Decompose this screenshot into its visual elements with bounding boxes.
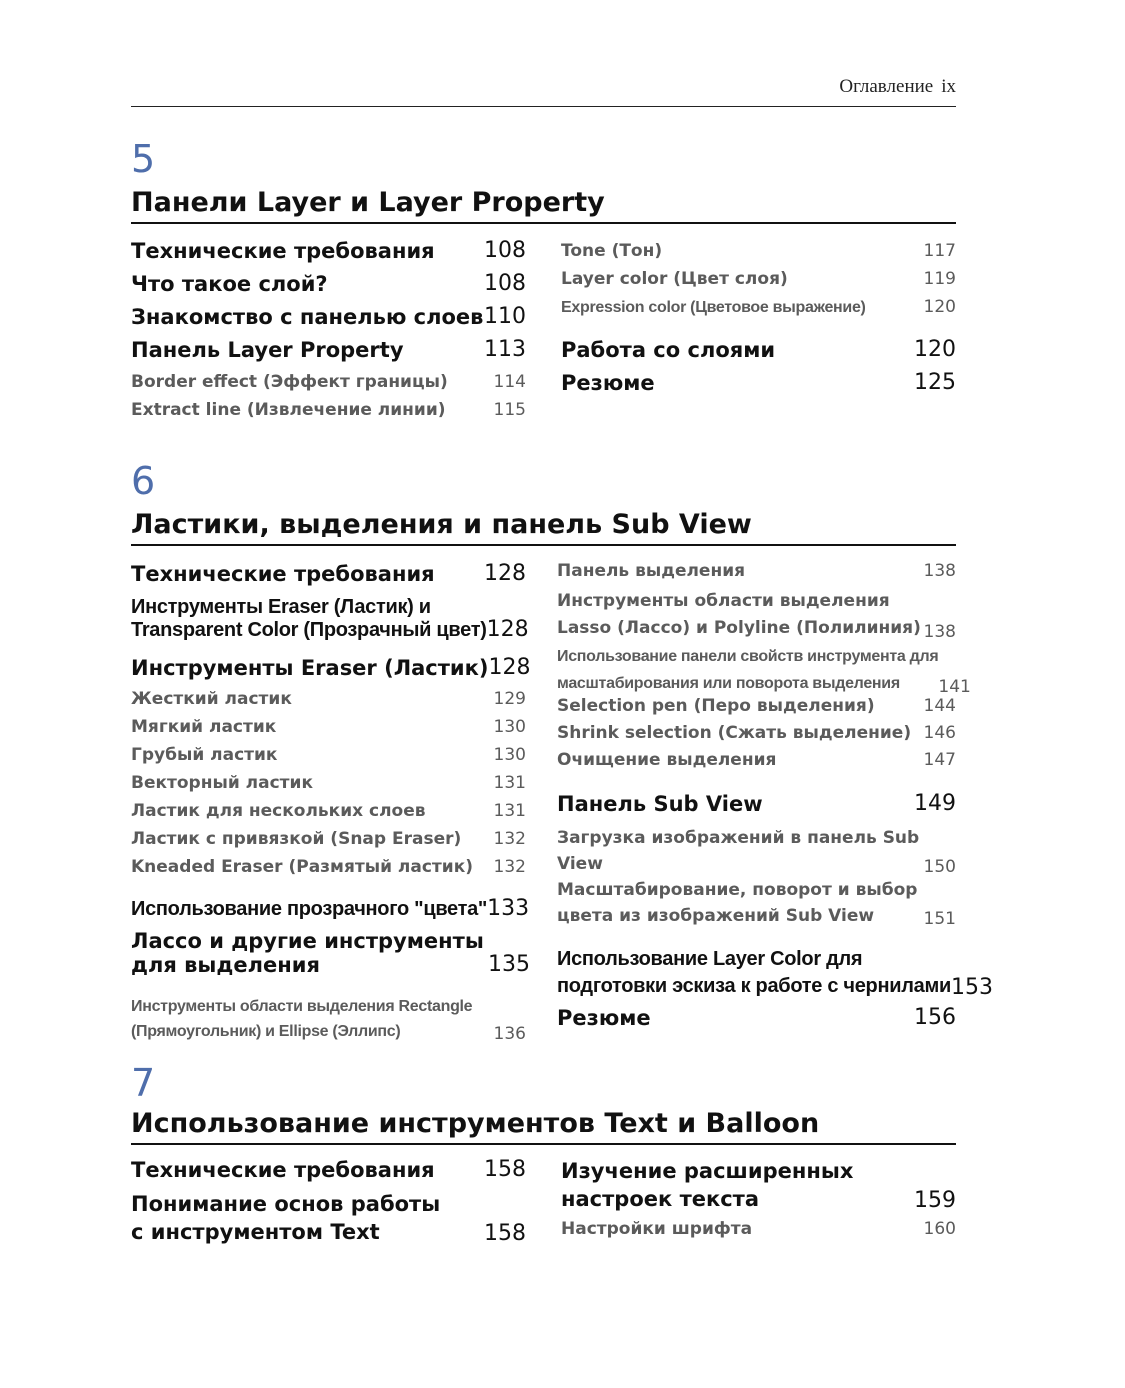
toc-entry-title: Shrink selection (Сжать выделение) — [557, 723, 912, 743]
toc-entry-title: Векторный ластик — [131, 773, 313, 793]
toc-page-number: 159 — [914, 1188, 956, 1213]
toc-title-line: Инструменты области выделения — [557, 591, 890, 611]
toc-entry-title: Ластик с привязкой (Snap Eraser) — [131, 829, 462, 849]
toc-entry-title: Знакомство с панелью слоев — [131, 305, 484, 329]
toc-entry[interactable] — [131, 304, 526, 329]
toc-title-line: Изучение расширенных — [561, 1159, 854, 1183]
toc-entry-title: Очищение выделения — [557, 750, 777, 770]
chapter-6-heading — [131, 459, 956, 546]
toc-entry-title — [131, 596, 487, 642]
toc-page-number: 125 — [914, 370, 956, 395]
toc-subentry[interactable] — [131, 829, 526, 849]
toc-entry-title — [131, 929, 488, 977]
header-section: Оглавление — [839, 76, 934, 97]
toc-entry[interactable] — [131, 1190, 526, 1246]
toc-entry-title: Жесткий ластик — [131, 689, 292, 709]
toc-page-number: 153 — [950, 975, 993, 1000]
toc-entry-title: Border effect (Эффект границы) — [131, 372, 448, 392]
header-page-number: ix — [941, 76, 956, 97]
toc-page-number: 133 — [487, 896, 530, 921]
toc-subentry[interactable] — [557, 750, 956, 770]
toc-entry-title: Инструменты Eraser (Ластик) — [131, 656, 489, 680]
toc-subentry[interactable] — [557, 723, 956, 743]
chapter-title: Использование инструментов Text и Balloon — [131, 1108, 956, 1145]
toc-entry[interactable] — [561, 1157, 956, 1213]
toc-page-number: 120 — [923, 297, 956, 317]
chapter-title: Панели Layer и Layer Property — [131, 187, 956, 224]
toc-entry[interactable] — [131, 337, 526, 362]
toc-entry[interactable] — [131, 238, 526, 263]
toc-entry[interactable] — [131, 929, 530, 977]
toc-page-number: 114 — [493, 372, 526, 392]
toc-entry[interactable] — [131, 896, 530, 921]
toc-entry-title: Что такое слой? — [131, 272, 328, 296]
toc-page-number: 138 — [923, 622, 956, 642]
toc-title-line: Lasso (Лассо) и Polyline (Полилиния) — [557, 618, 921, 638]
toc-page-number: 108 — [484, 271, 526, 296]
toc-title-line: View — [557, 854, 603, 874]
toc-entry-title — [561, 1157, 914, 1213]
toc-page-number: 158 — [484, 1221, 526, 1246]
toc-title-line: Масштабирование, поворот и выбор — [557, 880, 918, 900]
chapter-number: 7 — [131, 1061, 156, 1105]
toc-title-line: настроек текста — [561, 1187, 760, 1211]
chapter-number: 5 — [131, 137, 156, 181]
toc-entry[interactable] — [557, 946, 993, 1000]
toc-entry[interactable] — [557, 791, 956, 816]
toc-subentry[interactable] — [131, 717, 526, 737]
toc-subentry[interactable] — [561, 241, 956, 261]
toc-subentry[interactable] — [561, 269, 956, 289]
toc-subentry[interactable] — [557, 561, 956, 581]
toc-page-number: 117 — [923, 241, 956, 261]
toc-page-number: 130 — [493, 717, 526, 737]
toc-page-number: 160 — [923, 1219, 956, 1239]
toc-entry-title: Layer color (Цвет слоя) — [561, 269, 788, 289]
toc-entry[interactable] — [557, 1005, 956, 1030]
toc-subentry[interactable] — [131, 857, 526, 877]
toc-entry-title: Технические требования — [131, 239, 435, 263]
toc-entry-title: Технические требования — [131, 1158, 435, 1182]
toc-page-number: 128 — [488, 655, 531, 680]
toc-title-line: Использование Layer Color для — [557, 948, 863, 970]
toc-entry[interactable] — [131, 561, 526, 586]
toc-subentry[interactable] — [557, 588, 956, 642]
toc-entry[interactable] — [131, 596, 529, 642]
toc-entry-title — [557, 825, 924, 877]
toc-title-line: Инструменты Eraser (Ластик) и — [131, 596, 431, 618]
chapter-number: 6 — [131, 459, 156, 503]
toc-subentry[interactable] — [557, 877, 956, 929]
toc-subentry[interactable] — [131, 400, 526, 420]
running-header — [131, 76, 956, 98]
toc-entry-title: Tone (Тон) — [561, 241, 663, 261]
toc-entry-title: Резюме — [557, 1006, 651, 1030]
toc-title-line: Понимание основ работы — [131, 1192, 441, 1216]
toc-entry[interactable] — [131, 655, 531, 680]
toc-subentry[interactable] — [131, 994, 526, 1044]
toc-entry-title: Панель Sub View — [557, 792, 763, 816]
toc-entry-title: Selection pen (Перо выделения) — [557, 696, 875, 716]
toc-entry-title: Использование прозрачного "цвета" — [131, 898, 488, 920]
toc-page-number: 119 — [923, 269, 956, 289]
toc-subentry[interactable] — [561, 1219, 956, 1239]
toc-page-number: 151 — [923, 909, 956, 929]
toc-subentry[interactable] — [131, 372, 526, 392]
toc-title-line: масштабирования или поворота выделения — [557, 675, 900, 692]
toc-subentry[interactable] — [557, 696, 956, 716]
toc-page-number: 147 — [923, 750, 956, 770]
toc-title-line: для выделения — [131, 953, 320, 977]
toc-page-number: 135 — [488, 952, 530, 977]
toc-page-number: 146 — [923, 723, 956, 743]
toc-page-number: 131 — [493, 773, 526, 793]
toc-title-line: Transparent Color (Прозрачный цвет) — [131, 619, 487, 641]
toc-page-number: 115 — [493, 400, 526, 420]
toc-entry-title: Extract line (Извлечение линии) — [131, 400, 446, 420]
toc-entry-title: Резюме — [561, 371, 655, 395]
toc-entry-title — [557, 877, 924, 929]
toc-page-number: 131 — [493, 801, 526, 821]
toc-entry[interactable] — [561, 337, 956, 362]
toc-title-line: цвета из изображений Sub View — [557, 906, 875, 926]
toc-page-number: 144 — [923, 696, 956, 716]
toc-entry-title: Мягкий ластик — [131, 717, 277, 737]
toc-page-number: 132 — [493, 829, 526, 849]
toc-title-line: Загрузка изображений в панель Sub — [557, 828, 920, 848]
toc-entry-title: Kneaded Eraser (Размятый ластик) — [131, 857, 474, 877]
toc-page-number: 128 — [486, 617, 529, 642]
toc-entry-title — [131, 1190, 484, 1246]
toc-page-number: 138 — [923, 561, 956, 581]
toc-entry-title — [557, 588, 924, 642]
toc-page-number: 141 — [938, 677, 971, 697]
toc-entry[interactable] — [131, 1157, 526, 1182]
toc-entry-title: Работа со слоями — [561, 338, 776, 362]
toc-title-line: (Прямоугольник) и Ellipse (Эллипс) — [131, 1023, 401, 1040]
chapter-7-heading — [131, 1061, 956, 1145]
toc-subentry[interactable] — [561, 297, 956, 317]
toc-subentry[interactable] — [131, 773, 526, 793]
toc-page-number: 129 — [493, 689, 526, 709]
toc-title-line: подготовки эскиза к работе с чернилами — [557, 975, 951, 997]
toc-page-number: 130 — [493, 745, 526, 765]
toc-entry-title: Панель выделения — [557, 561, 746, 581]
toc-page-number: 158 — [484, 1157, 526, 1182]
toc-page-number: 110 — [484, 304, 526, 329]
toc-page-number: 132 — [493, 857, 526, 877]
toc-entry-title: Панель Layer Property — [131, 338, 404, 362]
toc-entry-title — [557, 946, 951, 1000]
toc-subentry[interactable] — [557, 643, 971, 697]
toc-entry-title: Ластик для нескольких слоев — [131, 801, 426, 821]
toc-subentry[interactable] — [131, 801, 526, 821]
toc-title-line: Инструменты области выделения Rectangle — [131, 998, 473, 1015]
toc-page-number: 120 — [914, 337, 956, 362]
toc-entry-title: Настройки шрифта — [561, 1219, 753, 1239]
toc-subentry[interactable] — [131, 689, 526, 709]
toc-entry[interactable] — [131, 271, 526, 296]
toc-page-number: 149 — [914, 791, 956, 816]
toc-entry-title: Expression color (Цветовое выражение) — [561, 299, 866, 316]
toc-subentry[interactable] — [131, 745, 526, 765]
toc-page-number: 108 — [484, 238, 526, 263]
toc-page-number: 136 — [493, 1024, 526, 1044]
toc-entry-title — [131, 994, 494, 1044]
chapter-5-heading — [131, 137, 956, 224]
header-rule — [131, 106, 956, 107]
toc-entry-title — [557, 643, 938, 697]
toc-subentry[interactable] — [557, 825, 956, 877]
toc-page-number: 128 — [484, 561, 526, 586]
toc-entry-title: Технические требования — [131, 562, 435, 586]
toc-entry[interactable] — [561, 370, 956, 395]
toc-title-line: с инструментом Text — [131, 1220, 380, 1244]
toc-entry-title: Грубый ластик — [131, 745, 278, 765]
toc-title-line: Использование панели свойств инструмента для — [557, 648, 939, 665]
toc-page-number: 156 — [914, 1005, 956, 1030]
toc-title-line: Лассо и другие инструменты — [131, 929, 484, 953]
toc-page-number: 113 — [484, 337, 526, 362]
toc-page-number: 150 — [923, 857, 956, 877]
chapter-title: Ластики, выделения и панель Sub View — [131, 509, 956, 546]
